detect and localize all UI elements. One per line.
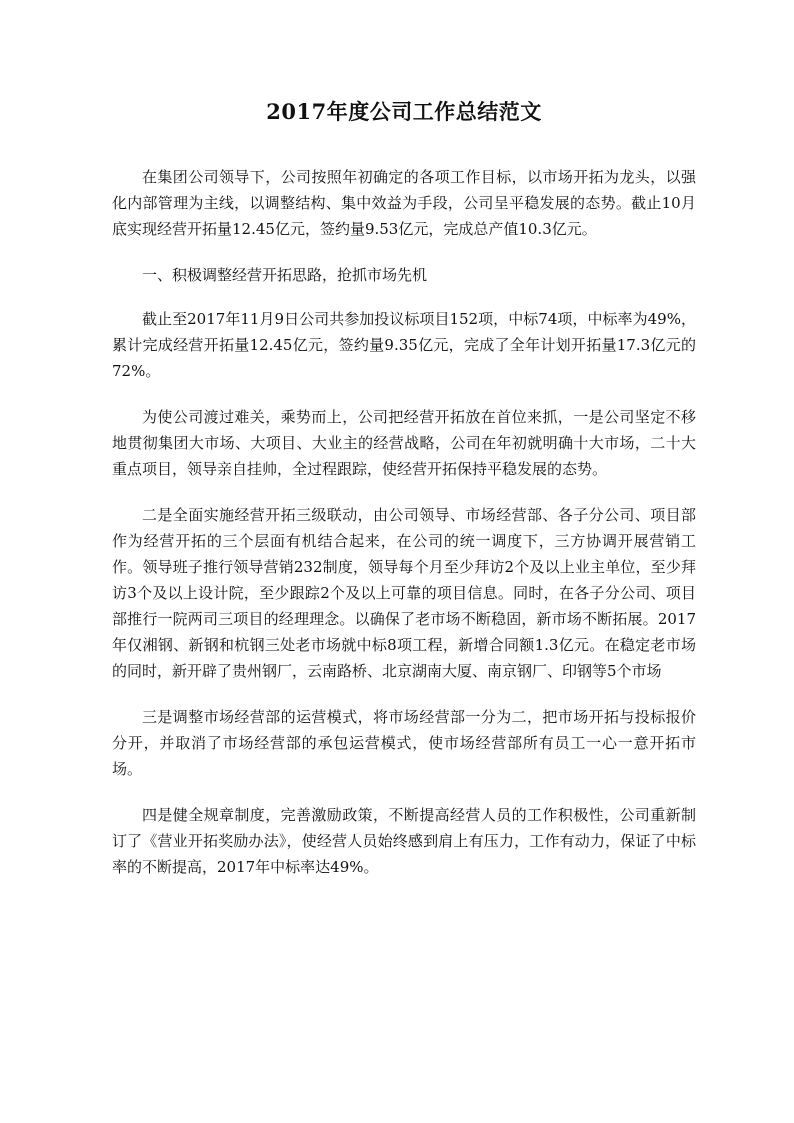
strategy-paragraph-1: 为使公司渡过难关，乘势而上，公司把经营开拓放在首位来抓，一是公司坚定不移地贯彻集团大市场、大项目、大业主的经营战略，公司在年初就明确十大市场，二十大重点项目，领导亲自挂帅，全过程跟踪，使经营开拓保持平稳发展的态势。 (112, 408, 696, 478)
strategy-paragraph-4: 四是健全规章制度，完善激励政策，不断提高经营人员的工作积极性，公司重新制订了《营业开拓奖励办法》，使经营人员始终感到肩上有压力，工作有动力，保证了中标率的不断提高，2017年中标率达49%。 (112, 806, 696, 876)
document-title: 2017年度公司工作总结范文 (266, 99, 542, 124)
strategy-paragraph-3: 三是调整市场经营部的运营模式，将市场经营部一分为二，把市场开拓与投标报价分开，并取消了市场经营部的承包运营模式，使市场经营部所有员工一心一意开拓市场。 (112, 708, 696, 778)
intro-paragraph: 在集团公司领导下，公司按照年初确定的各项工作目标，以市场开拓为龙头，以强化内部管理为主线，以调整结构、集中效益为手段，公司呈平稳发展的态势。截止10月底实现经营开拓量12.45亿元，签约量9.53亿元，完成总产值10.3亿元。 (112, 168, 696, 238)
bidding-stats-paragraph: 截止至2017年11月9日公司共参加投议标项目152项，中标74项，中标率为49%，累计完成经营开拓量12.45亿元，签约量9.35亿元，完成了全年计划开拓量17.3亿元的72%。 (112, 310, 696, 380)
strategy-paragraph-2: 二是全面实施经营开拓三级联动，由公司领导、市场经营部、各子分公司、项目部作为经营开拓的三个层面有机结合起来，在公司的统一调度下，三方协调开展营销工作。领导班子推行领导营销232制度，领导每个月至少拜访2个及以上业主单位，至少拜访3个及以上设计院，至少跟踪2个及以上可靠的项目信息。同时，在各子分公司、项目部推行一院两司三项目的经理理念。以确保了老市场不断稳固，新市场不断拓展。2017年仅湘钢、新钢和杭钢三处老市场就中标8项工程，新增合同额1.3亿元。在稳定老市场的同时，新开辟了贵州钢厂，云南路桥、北京湖南大厦、南京钢厂、印钢等5个市场 (112, 506, 696, 680)
section-heading: 一、积极调整经营开拓思路，抢抓市场先机 (142, 266, 428, 284)
